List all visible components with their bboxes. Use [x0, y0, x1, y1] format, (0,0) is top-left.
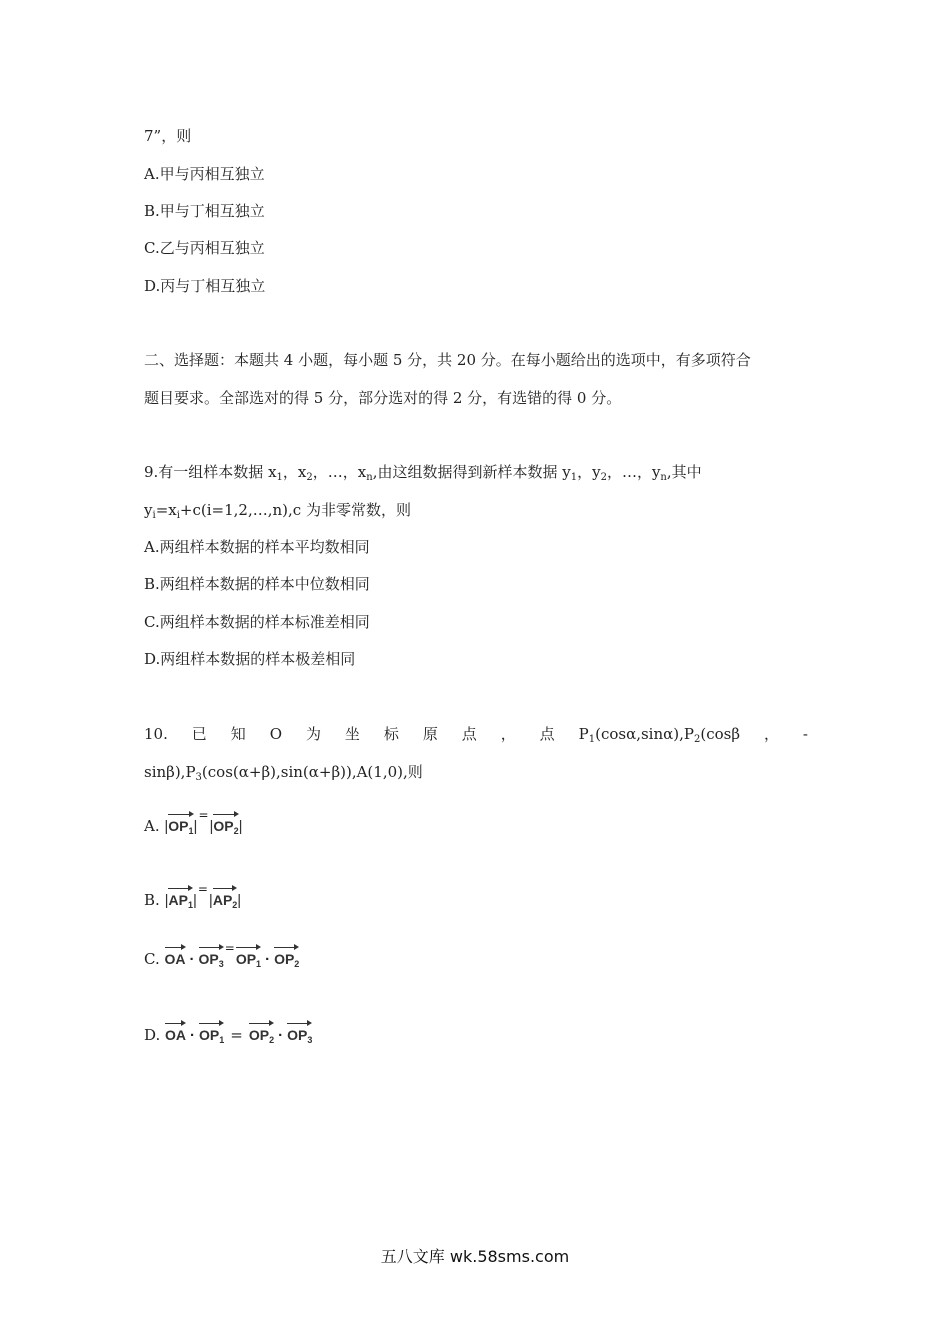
q9-text: ,其中	[666, 463, 702, 481]
vector-text: OP	[274, 951, 295, 967]
q9-text: +c(i=1,2,…,n),c 为非零常数，则	[179, 501, 411, 519]
q9-text: ，…，y	[606, 463, 661, 481]
subscript: 1	[570, 472, 578, 483]
vector-text: AP	[168, 892, 188, 908]
q9-text: y	[144, 501, 153, 519]
q8-tail: 7”，则	[144, 127, 192, 145]
footer-watermark: 五八文库 wk.58sms.com	[380, 1247, 570, 1266]
q9-text: 9.有一组样本数据 x	[144, 463, 277, 481]
q10-word: ，	[763, 725, 779, 743]
q10-word: ，	[500, 725, 516, 743]
subscript: 3	[218, 959, 224, 969]
section2-line2: 题目要求。全部选对的得 5 分，部分选对的得 2 分，有选错的得 0 分。	[144, 389, 622, 407]
q9-text: ，…，x	[312, 463, 367, 481]
vector-oa	[165, 1021, 186, 1043]
vector-op2	[274, 945, 299, 967]
vector-text: OP	[198, 951, 219, 967]
vector-text: OP	[168, 818, 189, 834]
subscript: 2	[233, 826, 239, 836]
q10-stem-line1	[144, 724, 808, 744]
subscript: 1	[219, 1035, 225, 1045]
option-label: D.	[144, 1026, 161, 1044]
q10-stem-line2	[144, 762, 423, 782]
q10-word: 标	[383, 725, 399, 743]
vector-oa	[165, 945, 186, 967]
q10-word: 原	[422, 725, 438, 743]
abs-bar: |	[209, 818, 214, 835]
subscript: i	[176, 510, 180, 521]
vector-op2	[213, 812, 238, 834]
q10-word: -	[802, 725, 808, 743]
q10-word: 坐	[344, 725, 360, 743]
q10-option-a	[144, 808, 243, 837]
q10-text: (cosα,sinα),P	[595, 725, 694, 743]
option-label: C.	[144, 950, 160, 968]
subscript: n	[660, 472, 667, 483]
q10-text: P	[578, 725, 589, 743]
subscript: 2	[232, 900, 238, 910]
option-label: A.	[144, 817, 160, 835]
vector-text: OP	[248, 1027, 270, 1043]
q10-word: 点	[539, 725, 555, 743]
vector-op1	[199, 1021, 224, 1043]
vector-text: OP	[213, 818, 234, 834]
dot-operator: ·	[265, 951, 271, 968]
q10-word: 知	[230, 725, 246, 743]
dot-operator: ·	[189, 951, 195, 968]
q10-option-c	[144, 941, 300, 970]
abs-bar: |	[238, 818, 243, 835]
vector-op3	[199, 945, 224, 967]
subscript: 2	[269, 1035, 275, 1045]
vector-op2	[249, 1021, 274, 1043]
section2-line1: 二、选择题：本题共 4 小题，每小题 5 分，共 20 分。在每小题给出的选项中，有多项符合	[144, 351, 751, 369]
abs-bar: |	[193, 818, 198, 835]
vector-op1	[168, 812, 193, 834]
vector-text: OA	[165, 1027, 187, 1043]
q9-option-a: A.两组样本数据的样本平均数相同	[144, 538, 370, 556]
q10-points	[579, 724, 740, 744]
q9-text: ,由这组数据得到新样本数据 y	[372, 463, 571, 481]
q9-text: ，x	[282, 463, 307, 481]
vector-text: AP	[212, 892, 233, 908]
option-label: B.	[144, 891, 160, 909]
vector-text: OP	[199, 1027, 220, 1043]
abs-bar: |	[208, 892, 213, 909]
vector-ap2	[213, 886, 237, 908]
subscript: 1	[588, 734, 596, 745]
vector-text: OA	[164, 951, 186, 967]
q10-option-b	[144, 882, 242, 911]
q8-option-b: B.甲与丁相互独立	[144, 202, 265, 220]
q8-option-a: A.甲与丙相互独立	[144, 165, 265, 183]
equals-sign: =	[197, 882, 208, 896]
q10-text: sinβ),P	[144, 763, 196, 781]
q9-text: =x	[155, 501, 177, 519]
subscript: 2	[294, 959, 300, 969]
q9-option-d: D.两组样本数据的样本极差相同	[144, 650, 356, 668]
q8-option-d: D.丙与丁相互独立	[144, 277, 266, 295]
q10-option-d	[144, 1021, 312, 1046]
subscript: 1	[276, 472, 283, 483]
q10-word: O	[269, 725, 283, 743]
subscript: 2	[600, 472, 607, 483]
abs-bar: |	[164, 892, 169, 909]
subscript: 2	[693, 734, 701, 745]
equals-sign: =	[198, 808, 209, 822]
subscript: 3	[195, 772, 202, 783]
subscript: i	[152, 510, 156, 521]
equals-sign: =	[230, 1026, 243, 1044]
subscript: 1	[256, 959, 262, 969]
subscript: 1	[188, 826, 194, 836]
q10-word: 10.	[144, 725, 168, 743]
q10-text: (cos(α+β),sin(α+β)),A(1,0),则	[201, 763, 423, 781]
vector-ap1	[168, 886, 192, 908]
vector-op1	[236, 945, 261, 967]
q8-option-c: C.乙与丙相互独立	[144, 239, 265, 257]
vector-op3	[287, 1021, 312, 1043]
subscript: n	[366, 472, 373, 483]
subscript: 1	[187, 900, 193, 910]
q9-text: ，y	[577, 463, 601, 481]
q9-option-b: B.两组样本数据的样本中位数相同	[144, 575, 370, 593]
abs-bar: |	[192, 892, 197, 909]
q10-word: 已	[191, 725, 207, 743]
q9-option-c: C.两组样本数据的样本标准差相同	[144, 613, 370, 631]
q9-stem-line1	[144, 462, 702, 482]
abs-bar: |	[237, 892, 242, 909]
q10-word: 点	[461, 725, 477, 743]
q9-stem-line2	[144, 500, 411, 520]
vector-text: OP	[287, 1027, 308, 1043]
equals-sign: =	[224, 941, 235, 955]
dot-operator: ·	[278, 1027, 284, 1044]
vector-text: OP	[235, 951, 257, 967]
q10-text: (cosβ	[700, 725, 741, 743]
subscript: 2	[306, 472, 313, 483]
subscript: 3	[307, 1035, 313, 1045]
q10-word: 为	[305, 725, 321, 743]
abs-bar: |	[164, 818, 169, 835]
dot-operator: ·	[190, 1027, 196, 1044]
